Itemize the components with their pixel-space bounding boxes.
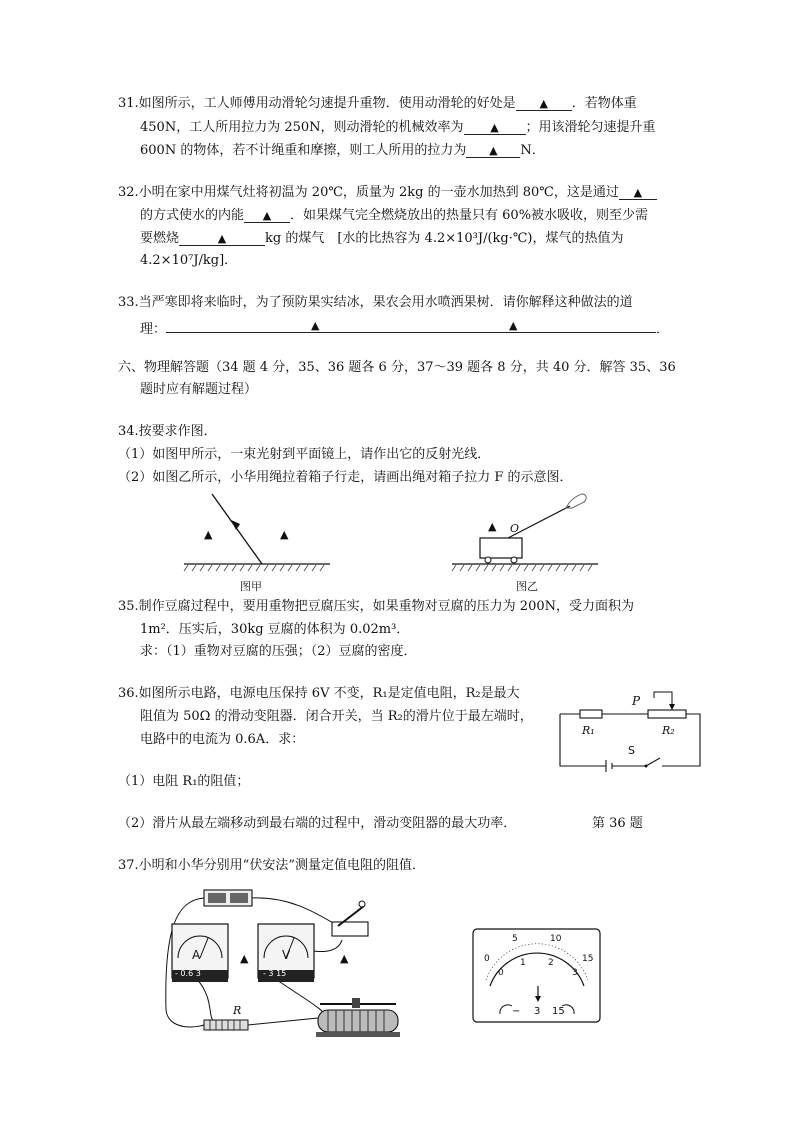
q32-line-1: 32.小明在家中用煤气灶将初温为 20℃，质量为 2kg 的一壶水加热到 80℃，这是通过 ▲ [118,184,657,202]
marker-right: ▲ [280,528,289,541]
blank-marker: ▲ [490,121,499,134]
blank-marker: ▲ [262,209,272,222]
q36-line-3: 电路中的电流为 0.6A．求： [140,732,305,747]
figure-caption-b: 图乙 [516,580,538,593]
section-heading-cont: 题时应有解题过程） [140,382,258,397]
blank-marker: ▲ [539,97,548,110]
resistor-label: R [233,1004,242,1017]
q36-line-5: （2）滑片从最左端移动到最右端的过程中，滑动变阻器的最大功率． [118,816,517,831]
section-heading: 六、物理解答题（34 题 4 分，35、36 题各 6 分，37～39 题各 8 分，共 40 分．解答 35、36 [118,360,676,375]
q34-line-2: （1）如图甲所示，一束光射到平面镜上，请作出它的反射光线． [118,447,491,462]
marker-box: ▲ [488,520,497,533]
q34-line-3: （2）如图乙所示，小华用绳拉着箱子行走，请画出绳对箱子拉力 F 的示意图． [118,470,573,485]
ammeter-terminals: - 0.6 3 [175,969,201,978]
marker-voltmeter: ▲ [340,952,349,965]
figure-caption-a: 图甲 [240,580,262,593]
blank-marker: ▲ [311,319,320,332]
q35-line-3: 求：（1）重物对豆腐的压强；（2）豆腐的密度． [140,644,417,659]
dial-bottom-2: 2 [548,958,554,968]
voltmeter-terminals: - 3 15 [263,969,287,978]
blank-marker: ▲ [489,144,498,157]
dial-terminal-3: 3 [534,1006,541,1017]
q31-line-2: 450N，工人所用拉力为 250N，则动滑轮的机械效率为 ▲ ；用该滑轮匀速提升重 [140,120,656,135]
ammeter-label: A [192,948,201,962]
answer-blank[interactable] [179,230,265,246]
q31-line-1: 31.如图所示，工人师傅用动滑轮匀速提升重物．使用动滑轮的好处是 ▲ ．若物体重 [118,96,637,111]
blank-marker: ▲ [217,232,227,245]
q36-caption: 第 36 题 [592,816,643,831]
answer-blank-long[interactable] [166,317,656,333]
marker-left: ▲ [204,528,213,541]
dial-bottom-1: 1 [520,958,526,968]
answer-blank[interactable] [244,207,290,223]
dial-bottom-0: 0 [498,968,504,978]
q33-line-2: 理： ▲ ▲ ． [140,319,670,337]
answer-blank[interactable] [464,119,526,135]
q37-line-1: 37.小明和小华分别用“伏安法”测量定值电阻的阻值． [118,858,425,873]
q35-line-1: 35.制作豆腐过程中，要用重物把豆腐压实，如果重物对豆腐的压力为 200N，受力面积为 [118,599,634,614]
dial-bottom-3: 3 [572,968,578,978]
q32-line-3: 要燃烧 ▲ kg 的煤气 [水的比热容为 4.2×10³J/(kg·℃)，煤气的热值为 [140,231,624,246]
q36-line-2: 阻值为 50Ω 的滑动变阻器．闭合开关，当 R₂的滑片位于最左端时， [140,709,533,724]
answer-blank[interactable] [619,184,657,200]
figure-box-rope [448,488,608,578]
q32-line-4: 4.2×10⁷J/kg]． [140,253,238,268]
q32-line-2: 的方式使水的内能 ▲ ．如果煤气完全燃烧放出的热量只有 60%被水吸收，则至少需 [140,208,649,223]
label-r2: R₂ [662,724,675,737]
dial-top-15: 15 [582,954,594,964]
dial-terminal-minus: − [512,1006,521,1017]
dial-top-0: 0 [484,954,490,964]
point-o-label: O [510,522,520,535]
dial-terminal-15: 15 [552,1006,565,1017]
q36-line-1: 36.如图所示电路，电源电压保持 6V 不变，R₁是定值电阻，R₂是最大 [118,686,520,701]
q35-line-2: 1m²．压实后，30kg 豆腐的体积为 0.02m³． [140,622,410,637]
q34-line-1: 34.按要求作图． [118,424,217,439]
label-r1: R₁ [582,724,595,737]
q31-line-3: 600N 的物体，若不计绳重和摩擦，则工人所用的拉力为 ▲ N． [140,143,545,158]
label-p: P [632,694,641,708]
dial-top-10: 10 [550,934,562,944]
dial-top-5: 5 [512,934,518,944]
label-s: S [628,744,635,757]
voltmeter-label: V [282,948,291,962]
marker-ammeter: ▲ [240,952,249,965]
circuit-diagram [550,688,710,772]
answer-blank[interactable] [516,95,572,111]
answer-blank[interactable] [466,142,520,158]
blank-marker: ▲ [509,319,518,332]
blank-marker: ▲ [633,186,643,199]
q36-line-4: （1）电阻 R₁的阻值； [118,774,250,789]
q33-line-1: 33.当严寒即将来临时，为了预防果实结冰，果农会用水喷洒果树．请你解释这种做法的道 [118,295,633,310]
